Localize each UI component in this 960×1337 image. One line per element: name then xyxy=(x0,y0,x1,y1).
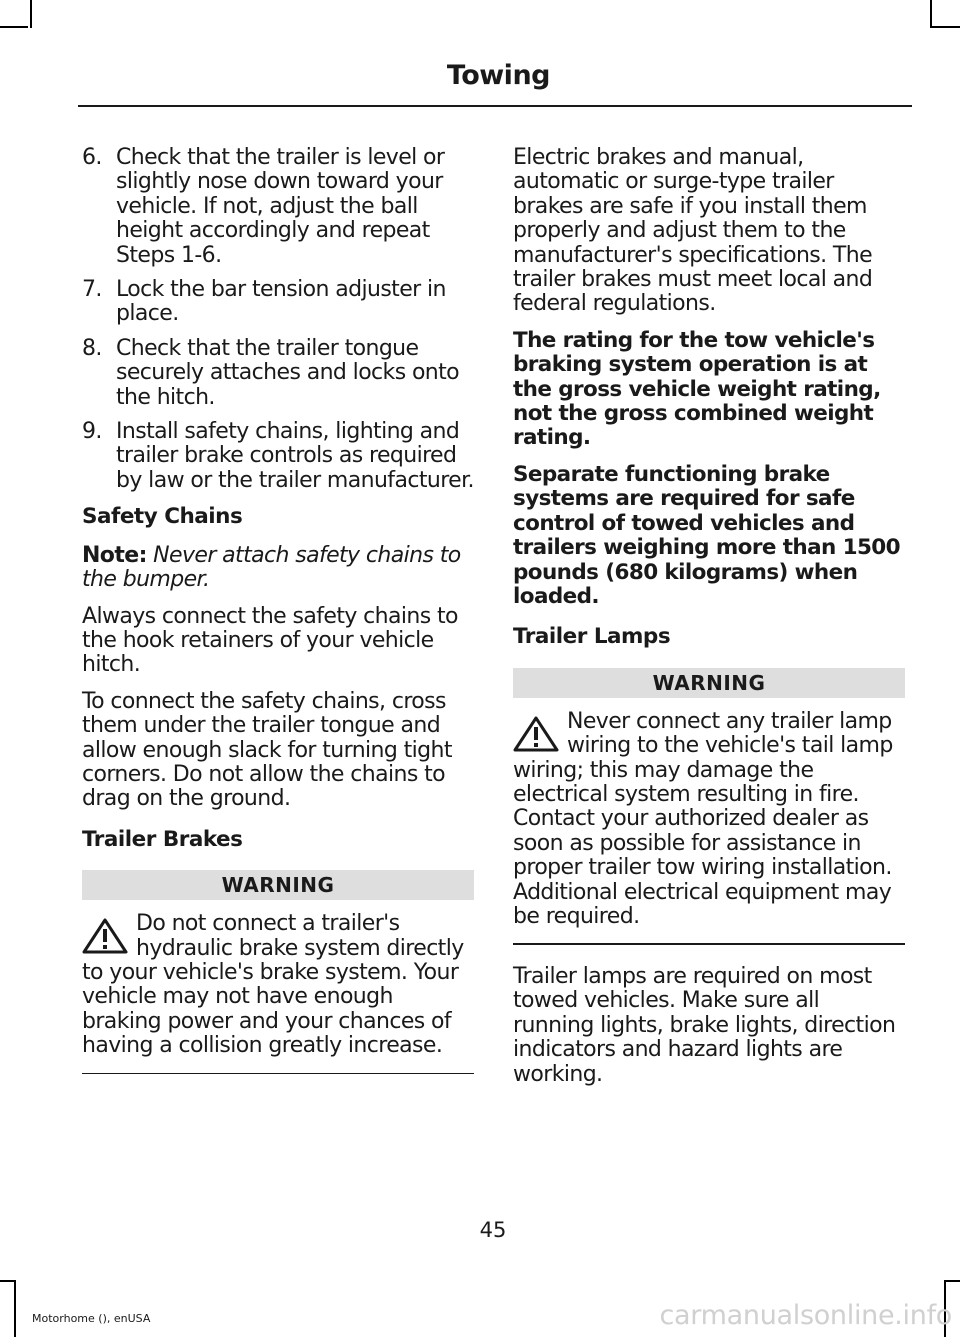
note-label: Note: xyxy=(82,542,147,568)
crop-mark xyxy=(14,1280,16,1337)
trailer-brakes-heading: Trailer Brakes xyxy=(82,826,243,852)
paragraph: Trailer lamps are required on most towed vehicles. Make sure all running lights, brake lights, direction indicators and hazard lights are working. xyxy=(513,963,896,1087)
page-number: 45 xyxy=(479,1218,507,1242)
warning-text: Do not connect a trailer's hydraulic brake system directly to your vehicle's brake system. Your vehicle may not have enough braking power and your chances of having a collision greatly increase. xyxy=(82,911,464,1059)
safety-chains-heading: Safety Chains xyxy=(82,504,243,530)
step-number: 6. xyxy=(82,145,102,170)
crop-mark xyxy=(0,26,28,28)
warning-text: Never connect any trailer lamp wiring to the vehicle's tail lamp wiring; this may damage the electrical system resulting in fire. Contact your authorized dealer as soon as possible for assistance in proper trailer tow wiring installation. Additional electrical equipment may be required. xyxy=(513,708,893,929)
bold-paragraph: The rating for the tow vehicle's braking system operation is at the gross vehicle weight rating, not the gross combined weight rating. xyxy=(513,327,881,451)
right-column xyxy=(513,146,905,1099)
warning-divider xyxy=(513,943,905,945)
step-text: Check that the trailer is level or slightly nose down toward your vehicle. If not, adjust the ball height accordingly and repeat Steps 1-6. xyxy=(116,145,445,268)
warning-triangle-icon xyxy=(513,716,559,752)
note xyxy=(82,544,474,593)
bold-paragraph: Separate functioning brake systems are required for safe control of towed vehicles and trailers weighing more than 1500 pounds (680 kilograms) when loaded. xyxy=(513,461,901,609)
list-item xyxy=(82,146,474,268)
paragraph: Electric brakes and manual, automatic or surge-type trailer brakes are safe if you install them properly and adjust them to the manufacturer's specifications. The trailer brakes must meet local and federal regulations. xyxy=(513,145,873,317)
warning-body xyxy=(82,912,474,1058)
step-number: 7. xyxy=(82,277,102,303)
header-divider xyxy=(78,105,912,107)
list-item xyxy=(82,337,474,410)
list-item xyxy=(82,278,474,327)
step-list xyxy=(82,146,474,493)
warning-banner: WARNING xyxy=(513,668,905,698)
left-column xyxy=(82,146,474,1094)
crop-mark xyxy=(30,0,32,28)
warning-divider xyxy=(82,1073,474,1075)
page-title: Towing xyxy=(446,60,550,91)
step-text: Install safety chains, lighting and trailer brake controls as required by law or the trailer manufacturer. xyxy=(116,419,474,493)
crop-mark xyxy=(944,1280,960,1282)
warning-triangle-icon xyxy=(82,918,128,954)
footer-text: Motorhome (), enUSA xyxy=(32,1312,151,1325)
step-text: Lock the bar tension adjuster in place. xyxy=(116,277,446,327)
note-text: Never attach safety chains to the bumper. xyxy=(82,542,461,593)
step-number: 8. xyxy=(82,335,102,361)
list-item xyxy=(82,420,474,493)
warning-banner: WARNING xyxy=(82,870,474,900)
trailer-lamps-heading: Trailer Lamps xyxy=(513,624,671,650)
crop-mark xyxy=(932,26,960,28)
watermark: carmanualsonline.info xyxy=(659,1300,952,1331)
paragraph: Always connect the safety chains to the hook retainers of your vehicle hitch. xyxy=(82,603,458,678)
crop-mark xyxy=(930,0,932,28)
step-text: Check that the trailer tongue securely attaches and locks onto the hitch. xyxy=(116,335,460,410)
crop-mark xyxy=(0,1280,14,1282)
paragraph: To connect the safety chains, cross them under the trailer tongue and allow enough slack for turning tight corners. Do not allow the chains to drag on the ground. xyxy=(82,688,452,812)
warning-body xyxy=(513,710,905,930)
step-number: 9. xyxy=(82,419,102,445)
